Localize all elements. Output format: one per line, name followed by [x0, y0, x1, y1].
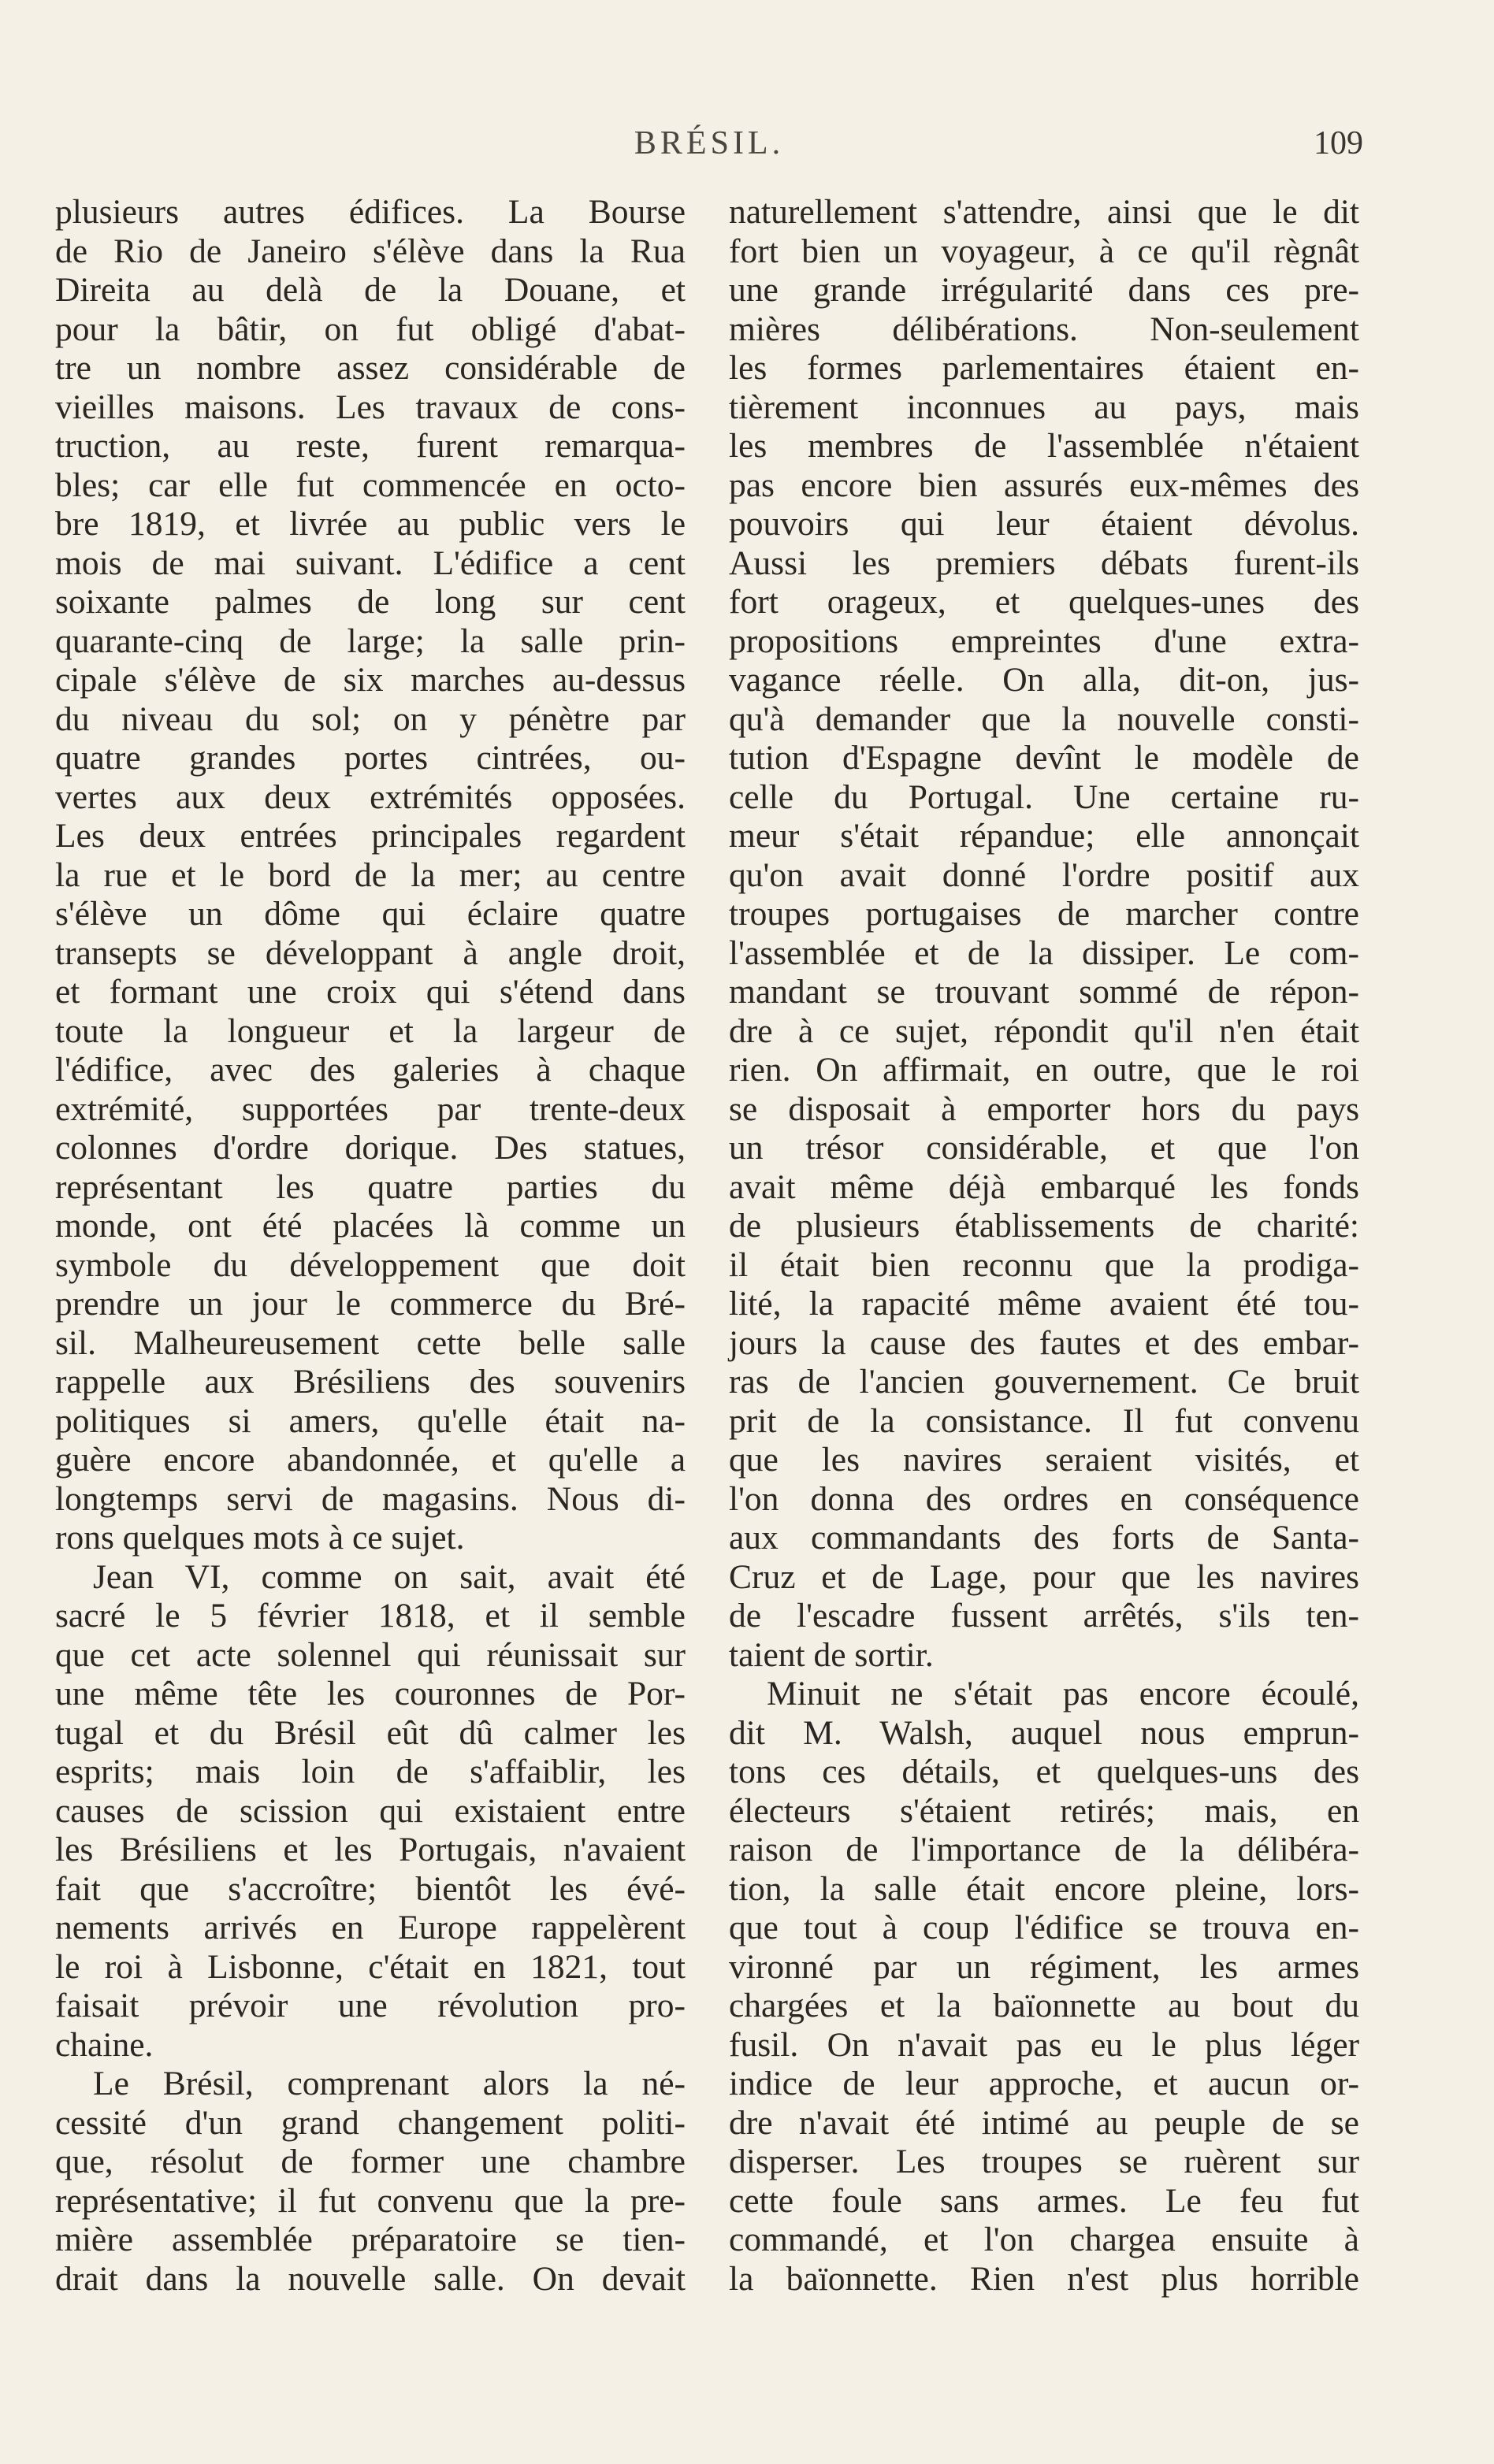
text-line: cipale s'élève de six marches au-dessus [55, 661, 686, 699]
text-line: vertes aux deux extrémités opposées. [55, 777, 686, 816]
text-line: aux commandants des forts de Santa- [729, 1519, 1359, 1557]
text-line: extrémité, supportées par trente-deux [55, 1089, 686, 1128]
text-line: tre un nombre assez considérable de [55, 349, 686, 387]
text-line: Direita au delà de la Douane, et [55, 271, 686, 309]
text-line: que tout à coup l'édifice se trouva en- [729, 1909, 1359, 1946]
text-line: qu'à demander que la nouvelle consti- [729, 699, 1359, 738]
text-line: vieilles maisons. Les travaux de cons- [55, 388, 686, 426]
text-line: guère encore abandonnée, et qu'elle a [55, 1441, 686, 1479]
text-line: l'édifice, avec des galeries à chaque [55, 1051, 686, 1089]
text-line: tion, la salle était encore pleine, lors- [729, 1869, 1359, 1908]
text-line: tons ces détails, et quelques-uns des [729, 1753, 1359, 1790]
text-line: Minuit ne s'était pas encore écoulé, [767, 1675, 1359, 1713]
text-line: prendre un jour le commerce du Bré- [55, 1285, 686, 1323]
text-line: soixante palmes de long sur cent [55, 583, 686, 621]
text-line: raison de l'importance de la délibéra- [729, 1831, 1359, 1868]
text-line: fait que s'accroître; bientôt les évé- [55, 1869, 686, 1908]
text-line: la rue et le bord de la mer; au centre [55, 855, 686, 894]
page-number: 109 [1314, 125, 1363, 161]
text-line: pouvoirs qui leur étaient dévolus. [729, 505, 1359, 543]
text-line: tugal et du Brésil eût dû calmer les [55, 1713, 686, 1752]
text-line: une même tête les couronnes de Por- [55, 1675, 686, 1713]
text-line: cette foule sans armes. Le feu fut [729, 2181, 1359, 2220]
text-line: drait dans la nouvelle salle. On devait [55, 2259, 686, 2298]
text-line: avait même déjà embarqué les fonds [729, 1167, 1359, 1206]
text-line: le roi à Lisbonne, c'était en 1821, tout [55, 1947, 686, 1986]
text-line: Cruz et de Lage, pour que les navires [729, 1557, 1359, 1596]
text-line: électeurs s'étaient retirés; mais, en [729, 1791, 1359, 1830]
text-line: et formant une croix qui s'étend dans [55, 973, 686, 1011]
text-line: mandant se trouvant sommé de répon- [729, 973, 1359, 1011]
text-line: pas encore bien assurés eux-mêmes des [729, 466, 1359, 504]
text-line: tièrement inconnues au pays, mais [729, 388, 1359, 426]
text-line: sil. Malheureusement cette belle salle [55, 1323, 686, 1362]
text-line: quatre grandes portes cintrées, ou- [55, 739, 686, 777]
text-line: jours la cause des fautes et des embar- [729, 1323, 1359, 1362]
text-line: rons quelques mots à ce sujet. [55, 1519, 465, 1557]
text-line: se disposait à emporter hors du pays [729, 1089, 1359, 1128]
text-line: les membres de l'assemblée n'étaient [729, 427, 1359, 465]
text-line: Les deux entrées principales regardent [55, 817, 686, 855]
text-line: rappelle aux Brésiliens des souvenirs [55, 1363, 686, 1401]
text-line: bles; car elle fut commencée en octo- [55, 466, 686, 504]
text-line: Le Brésil, comprenant alors la né- [93, 2065, 686, 2102]
text-line: vagance réelle. On alla, dit-on, jus- [729, 661, 1359, 699]
text-line: taient de sortir. [729, 1635, 934, 1674]
text-line: transepts se développant à angle droit, [55, 933, 686, 972]
text-line: colonnes d'ordre dorique. Des statues, [55, 1129, 686, 1167]
text-line: de Rio de Janeiro s'élève dans la Rua [55, 232, 686, 270]
text-line: représentative; il fut convenu que la pre- [55, 2181, 686, 2220]
text-line: rien. On affirmait, en outre, que le roi [729, 1051, 1359, 1089]
running-title: BRÉSIL. [634, 125, 785, 161]
text-line: pour la bâtir, on fut obligé d'abat- [55, 310, 686, 348]
text-line: dre à ce sujet, répondit qu'il n'en était [729, 1011, 1359, 1050]
text-line: toute la longueur et la largeur de [55, 1011, 686, 1050]
text-line: dre n'avait été intimé au peuple de se [729, 2103, 1359, 2142]
text-line: vironné par un régiment, les armes [729, 1947, 1359, 1986]
text-line: chargées et la baïonnette au bout du [729, 1987, 1359, 2024]
text-line: que les navires seraient visités, et [729, 1441, 1359, 1479]
text-line: fort bien un voyageur, à ce qu'il règnât [729, 232, 1359, 270]
text-line: truction, au reste, furent remarqua- [55, 427, 686, 465]
text-line: ras de l'ancien gouvernement. Ce bruit [729, 1363, 1359, 1401]
text-line: qu'on avait donné l'ordre positif aux [729, 855, 1359, 894]
text-line: de l'escadre fussent arrêtés, s'ils ten- [729, 1597, 1359, 1635]
text-line: nements arrivés en Europe rappelèrent [55, 1909, 686, 1946]
text-line: disperser. Les troupes se ruèrent sur [729, 2143, 1359, 2180]
text-line: quarante-cinq de large; la salle prin- [55, 622, 686, 660]
text-line: cessité d'un grand changement politi- [55, 2103, 686, 2142]
text-line: un trésor considérable, et que l'on [729, 1129, 1359, 1167]
text-line: représentant les quatre parties du [55, 1167, 686, 1206]
text-line: longtemps servi de magasins. Nous di- [55, 1479, 686, 1518]
text-line: esprits; mais loin de s'affaiblir, les [55, 1753, 686, 1790]
text-line: prit de la consistance. Il fut convenu [729, 1401, 1359, 1440]
text-line: faisait prévoir une révolution pro- [55, 1987, 686, 2024]
text-line: fusil. On n'avait pas eu le plus léger [729, 2025, 1359, 2064]
text-line: il était bien reconnu que la prodiga- [729, 1245, 1359, 1284]
text-line: l'on donna des ordres en conséquence [729, 1479, 1359, 1518]
text-line: de plusieurs établissements de charité: [729, 1207, 1359, 1245]
text-line: une grande irrégularité dans ces pre- [729, 271, 1359, 309]
text-line: plusieurs autres édifices. La Bourse [55, 193, 686, 231]
text-line: mières délibérations. Non-seulement [729, 310, 1359, 348]
text-line: politiques si amers, qu'elle était na- [55, 1401, 686, 1440]
text-line: naturellement s'attendre, ainsi que le dit [729, 193, 1359, 231]
text-line: mière assemblée préparatoire se tien- [55, 2221, 686, 2258]
text-line: l'assemblée et de la dissiper. Le com- [729, 933, 1359, 972]
text-line: symbole du développement que doit [55, 1245, 686, 1284]
text-line: chaine. [55, 2025, 154, 2064]
left-column [55, 193, 686, 2299]
text-line: que cet acte solennel qui réunissait sur [55, 1635, 686, 1674]
text-line: la baïonnette. Rien n'est plus horrible [729, 2259, 1359, 2298]
text-line: troupes portugaises de marcher contre [729, 895, 1359, 933]
text-line: du niveau du sol; on y pénètre par [55, 699, 686, 738]
running-head [55, 124, 1363, 172]
text-line: Jean VI, comme on sait, avait été [93, 1557, 686, 1596]
text-line: dit M. Walsh, auquel nous emprun- [729, 1713, 1359, 1752]
text-line: tution d'Espagne devînt le modèle de [729, 739, 1359, 777]
right-column [729, 193, 1359, 2299]
text-line: celle du Portugal. Une certaine ru- [729, 777, 1359, 816]
text-line: lité, la rapacité même avaient été tou- [729, 1285, 1359, 1323]
text-line: meur s'était répandue; elle annonçait [729, 817, 1359, 855]
text-line: les Brésiliens et les Portugais, n'avaient [55, 1831, 686, 1868]
text-line: fort orageux, et quelques-unes des [729, 583, 1359, 621]
text-line: indice de leur approche, et aucun or- [729, 2065, 1359, 2102]
text-line: les formes parlementaires étaient en- [729, 349, 1359, 387]
text-line: Aussi les premiers débats furent-ils [729, 544, 1359, 582]
text-line: propositions empreintes d'une extra- [729, 622, 1359, 660]
text-line: commandé, et l'on chargea ensuite à [729, 2221, 1359, 2258]
text-line: monde, ont été placées là comme un [55, 1207, 686, 1245]
text-line: causes de scission qui existaient entre [55, 1791, 686, 1830]
text-line: bre 1819, et livrée au public vers le [55, 505, 686, 543]
text-line: que, résolut de former une chambre [55, 2143, 686, 2180]
text-line: sacré le 5 février 1818, et il semble [55, 1597, 686, 1635]
text-line: mois de mai suivant. L'édifice a cent [55, 544, 686, 582]
text-line: s'élève un dôme qui éclaire quatre [55, 895, 686, 933]
